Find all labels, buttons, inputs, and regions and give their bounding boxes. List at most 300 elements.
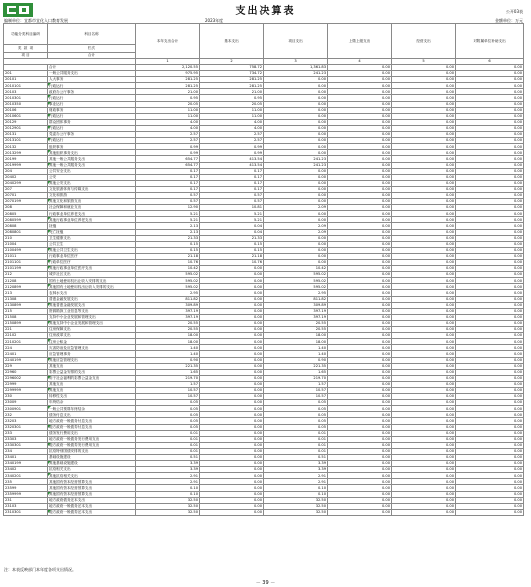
cell-value: 0.10: [264, 485, 328, 491]
cell-value: 0.00: [392, 394, 456, 400]
cell-value: 0.10: [136, 485, 200, 491]
cell-value: 0.00: [328, 192, 392, 198]
cell-value: 0.17: [200, 168, 264, 174]
cell-value: 1.57: [264, 381, 328, 387]
cell-value: 0.00: [456, 467, 524, 473]
cell-marker-icon: [48, 425, 51, 428]
cell-value: 0.00: [392, 132, 456, 138]
cell-value: 0.00: [392, 174, 456, 180]
row-code: 2100499: [4, 247, 48, 253]
row-code: 2240199: [4, 357, 48, 363]
cell-value: 0.00: [200, 412, 264, 418]
cell-value: 0.00: [328, 89, 392, 95]
cell-value: 0.00: [328, 308, 392, 314]
row-code: 215: [4, 308, 48, 314]
cell-value: 0.00: [392, 296, 456, 302]
page-number: － 39 －: [255, 580, 276, 586]
cell-value: 0.00: [392, 418, 456, 424]
cell-value: 0.00: [392, 375, 456, 381]
row-name-text: 用于社会福利的彩票公益金支出: [49, 376, 100, 381]
cell-value: 0.00: [200, 424, 264, 430]
cell-value: 0.00: [392, 89, 456, 95]
expenditure-table: [3, 23, 524, 516]
row-code: 229: [4, 363, 48, 369]
row-name-text: 其他公共卫生支出: [49, 248, 78, 253]
cell-value: 10.57: [264, 394, 328, 400]
cell-value: 0.57: [200, 192, 264, 198]
cell-marker-icon: [48, 199, 51, 202]
cell-value: 0.00: [456, 83, 524, 89]
cell-value: 397.19: [264, 308, 328, 314]
cell-value: 0.05: [136, 418, 200, 424]
cell-value: 0.00: [328, 186, 392, 192]
cell-marker-icon: [48, 181, 51, 184]
cell-value: 0.00: [392, 357, 456, 363]
cell-value: 0.00: [264, 89, 328, 95]
row-code: 23402: [4, 467, 48, 473]
header-col-3: 项目支出: [264, 24, 328, 59]
cell-value: 0.00: [456, 211, 524, 217]
cell-value: 0.01: [136, 430, 200, 436]
cell-value: 0.00: [392, 333, 456, 339]
cell-value: 0.00: [392, 509, 456, 515]
cell-value: 10.81: [200, 205, 264, 211]
cell-value: 21.33: [200, 235, 264, 241]
row-code: 233: [4, 430, 48, 436]
cell-value: 0.00: [392, 156, 456, 162]
cell-value: 0.00: [392, 448, 456, 454]
cell-value: 0.00: [328, 436, 392, 442]
cell-value: 0.00: [392, 65, 456, 71]
cell-value: 0.00: [392, 229, 456, 235]
header-row-no: 栏次: [48, 45, 136, 53]
row-name-text: 其他支持中小企业发展和管理支出: [49, 321, 103, 326]
cell-value: 0.00: [328, 162, 392, 168]
cell-value: 0.00: [328, 473, 392, 479]
cell-value: 0.00: [328, 387, 392, 393]
row-name-text: 支持中小企业发展和管理支出: [49, 315, 96, 320]
cell-value: 0.00: [328, 369, 392, 375]
cell-value: 0.00: [264, 138, 328, 144]
cell-value: 32.50: [136, 503, 200, 509]
row-name-text: 抗疫相关支出: [49, 467, 71, 472]
cell-value: 595.02: [264, 272, 328, 278]
cell-value: 0.00: [200, 284, 264, 290]
cell-value: 10.42: [264, 266, 328, 272]
cell-value: 21.33: [136, 235, 200, 241]
cell-value: 397.19: [264, 314, 328, 320]
cell-value: 0.00: [328, 394, 392, 400]
cell-value: 0.00: [456, 491, 524, 497]
cell-value: 0.15: [136, 247, 200, 253]
cell-value: 0.00: [392, 430, 456, 436]
cell-value: 0.00: [328, 320, 392, 326]
cell-value: 0.00: [328, 199, 392, 205]
cell-value: 0.00: [328, 351, 392, 357]
cell-value: 0.00: [456, 174, 524, 180]
cell-value: 0.00: [328, 260, 392, 266]
cell-value: 5.21: [200, 217, 264, 223]
cell-value: 4.00: [136, 125, 200, 131]
cell-value: 0.00: [200, 290, 264, 296]
row-name-text: 公共卫生: [49, 242, 64, 247]
row-name-text: 其他公安支出: [49, 181, 71, 186]
cell-value: 397.19: [136, 308, 200, 314]
cell-value: 0.00: [328, 345, 392, 351]
row-code: 20101: [4, 77, 48, 83]
row-code: 23599: [4, 485, 48, 491]
row-code: 2101199: [4, 266, 48, 272]
cell-value: 0.00: [200, 320, 264, 326]
cell-value: 0.00: [456, 65, 524, 71]
cell-value: 11.00: [136, 107, 200, 113]
header-col-5: 经营支出: [392, 24, 456, 59]
cell-value: 0.00: [456, 138, 524, 144]
cell-value: 1.65: [264, 369, 328, 375]
row-code: 2296002: [4, 375, 48, 381]
cell-value: 1.40: [136, 351, 200, 357]
row-code: 2040299: [4, 180, 48, 186]
cell-value: 0.00: [264, 144, 328, 150]
cell-value: 21.18: [200, 253, 264, 259]
cell-value: 0.00: [456, 503, 524, 509]
cell-value: 0.00: [264, 192, 328, 198]
cell-value: 20.55: [136, 320, 200, 326]
cell-value: 0.00: [200, 266, 264, 272]
cell-value: 0.00: [328, 412, 392, 418]
row-code: 20132: [4, 144, 48, 150]
row-name-text: 债务发行费用支出: [49, 430, 78, 435]
table-row: [4, 509, 524, 515]
cell-value: 0.00: [456, 400, 524, 406]
row-code: 20129: [4, 119, 48, 125]
row-name-text: 农林水支出: [49, 290, 67, 295]
cell-value: 0.00: [392, 436, 456, 442]
cell-value: 0.00: [456, 132, 524, 138]
cell-value: 0.00: [392, 144, 456, 150]
row-code: 2012901: [4, 125, 48, 131]
cell-marker-icon: [48, 114, 51, 117]
row-name-text: 政府办公厅事务: [49, 89, 75, 94]
row-name-text: 组织事务: [49, 144, 64, 149]
row-name-text: 行政运行: [49, 95, 64, 100]
cell-value: 0.00: [392, 95, 456, 101]
cell-marker-icon: [48, 230, 51, 233]
row-name-text: 抗疫特别国债安排的支出: [49, 449, 89, 454]
row-code: 2080801: [4, 229, 48, 235]
cell-value: 0.00: [200, 351, 264, 357]
cell-value: 2.95: [136, 290, 200, 296]
row-code: 20103: [4, 89, 48, 95]
row-name-text: 其他国有土地使用权出让收入安排的支出: [49, 284, 114, 289]
cell-value: 0.00: [456, 180, 524, 186]
cell-value: 811.82: [136, 296, 200, 302]
row-code: 2300901: [4, 406, 48, 412]
cell-marker-icon: [48, 461, 51, 464]
row-name-text: 基础设施建设: [49, 455, 71, 460]
cell-value: 0.00: [392, 424, 456, 430]
cell-value: 0.00: [328, 125, 392, 131]
row-code: 2120899: [4, 284, 48, 290]
cell-value: 595.02: [136, 284, 200, 290]
cell-value: 281.25: [200, 83, 264, 89]
cell-value: 18.00: [136, 339, 200, 345]
cell-marker-icon: [48, 388, 51, 391]
row-code: 213: [4, 290, 48, 296]
cell-value: 0.00: [392, 363, 456, 369]
cell-value: 0.00: [456, 357, 524, 363]
header-col-1: 本年支出合计: [136, 24, 200, 59]
cell-value: 0.00: [328, 497, 392, 503]
col-num-4: 4: [328, 59, 392, 65]
cell-value: 0.17: [136, 174, 200, 180]
cell-value: 10.76: [200, 260, 264, 266]
row-name-text: 其他普惠金融发展支出: [49, 302, 85, 307]
cell-value: 0.00: [392, 119, 456, 125]
cell-value: 0.00: [392, 327, 456, 333]
cell-value: 11.00: [136, 113, 200, 119]
cell-value: 309.89: [264, 302, 328, 308]
cell-value: 0.00: [392, 497, 456, 503]
cell-value: 0.00: [392, 485, 456, 491]
cell-value: 0.00: [392, 192, 456, 198]
cell-value: 0.17: [200, 180, 264, 186]
row-code: 2010350: [4, 101, 48, 107]
cell-value: 2.91: [136, 479, 200, 485]
cell-value: 5.21: [136, 211, 200, 217]
cell-value: 0.05: [264, 424, 328, 430]
cell-value: 1,361.83: [264, 65, 328, 71]
cell-value: 32.50: [264, 509, 328, 515]
cell-value: 0.00: [456, 168, 524, 174]
cell-value: 0.00: [328, 278, 392, 284]
page-title: 支出决算表: [235, 6, 296, 17]
row-name-text: 其他抗疫相关支出: [49, 473, 78, 478]
cell-value: 0.00: [200, 381, 264, 387]
cell-value: 0.00: [392, 199, 456, 205]
cell-value: 0.00: [328, 333, 392, 339]
cell-value: 241.23: [264, 162, 328, 168]
cell-value: 0.00: [200, 430, 264, 436]
row-name-text: 一般公共服务支出: [49, 71, 78, 76]
row-name-text: 其他行政事业单位医疗支出: [49, 266, 93, 271]
cell-value: 2.91: [136, 473, 200, 479]
cell-value: 0.00: [264, 83, 328, 89]
cell-value: 0.00: [200, 467, 264, 473]
row-code: 230: [4, 394, 48, 400]
cell-value: 0.99: [136, 150, 200, 156]
cell-value: 18.00: [264, 333, 328, 339]
cell-value: 0.00: [264, 260, 328, 266]
cell-marker-icon: [48, 510, 51, 513]
row-name-text: 事业运行: [49, 101, 64, 106]
cell-value: 2.95: [264, 290, 328, 296]
cell-value: 2.09: [264, 205, 328, 211]
cell-value: 734.72: [200, 71, 264, 77]
cell-value: 2.13: [136, 229, 200, 235]
cell-value: 2,120.55: [136, 65, 200, 71]
cell-value: 0.00: [328, 119, 392, 125]
cell-value: 0.90: [264, 357, 328, 363]
cell-value: 0.00: [456, 418, 524, 424]
cell-value: 0.00: [392, 168, 456, 174]
cell-value: 10.76: [136, 260, 200, 266]
cell-value: 1.40: [264, 351, 328, 357]
row-code: 2070199: [4, 199, 48, 205]
cell-value: 654.77: [136, 162, 200, 168]
row-code: 23303: [4, 436, 48, 442]
row-code: 20402: [4, 174, 48, 180]
row-name-text: 转移性支出: [49, 394, 67, 399]
cell-value: 654.77: [136, 156, 200, 162]
row-name-text: 地方政府一般债券付息支出: [49, 424, 93, 429]
unit-label: 编制单位：宜都市宜化入口教育发展: [4, 18, 68, 23]
cell-value: 2.57: [136, 138, 200, 144]
cell-value: 10.57: [136, 387, 200, 393]
row-name-text: 行政运行: [49, 83, 64, 88]
row-name-text: 其他一般公共服务支出: [49, 156, 85, 161]
cell-value: 241.23: [264, 71, 328, 77]
row-code: 201: [4, 71, 48, 77]
row-code: 212: [4, 272, 48, 278]
row-name-text: 年终结余: [49, 400, 64, 405]
cell-value: 0.00: [328, 357, 392, 363]
cell-value: 0.00: [392, 241, 456, 247]
cell-value: 0.00: [328, 290, 392, 296]
cell-value: 0.00: [456, 455, 524, 461]
row-code: 2150899: [4, 320, 48, 326]
cell-value: 0.00: [456, 339, 524, 345]
row-name-text: 文化旅游体育与传媒支出: [49, 187, 89, 192]
cell-value: 0.00: [392, 308, 456, 314]
cell-value: 0.00: [200, 272, 264, 278]
cell-value: 0.00: [264, 119, 328, 125]
cell-value: 0.00: [456, 113, 524, 119]
row-code: 2330301: [4, 442, 48, 448]
row-code: 2210201: [4, 339, 48, 345]
cell-marker-icon: [48, 473, 51, 476]
cell-value: 0.10: [136, 491, 200, 497]
cell-value: 0.00: [456, 156, 524, 162]
cell-value: 2.57: [136, 132, 200, 138]
cell-value: 0.00: [456, 394, 524, 400]
cell-value: 219.70: [136, 375, 200, 381]
row-code: 2310301: [4, 509, 48, 515]
cell-value: 0.00: [392, 400, 456, 406]
row-name-text: 其他行政事业单位养老支出: [49, 217, 93, 222]
cell-value: 32.50: [136, 497, 200, 503]
cell-value: 0.17: [200, 174, 264, 180]
cell-value: 0.00: [264, 132, 328, 138]
cell-value: 0.00: [200, 442, 264, 448]
cell-value: 0.00: [328, 467, 392, 473]
cell-value: 1.57: [136, 381, 200, 387]
cell-value: 0.00: [264, 211, 328, 217]
cell-value: 0.00: [392, 406, 456, 412]
cell-value: 20.55: [264, 327, 328, 333]
cell-value: 0.00: [456, 381, 524, 387]
cell-value: 0.57: [136, 199, 200, 205]
cell-value: 0.01: [136, 436, 200, 442]
row-name-text: 公安: [49, 174, 57, 179]
cell-value: 0.00: [392, 369, 456, 375]
cell-value: 219.70: [264, 375, 328, 381]
cell-value: 0.00: [200, 387, 264, 393]
cell-value: 0.00: [456, 247, 524, 253]
cell-marker-icon: [48, 83, 51, 86]
row-name-text: 死亡抚恤: [49, 229, 64, 234]
cell-value: 241.23: [264, 156, 328, 162]
row-code: 23009: [4, 400, 48, 406]
cell-value: 0.00: [456, 320, 524, 326]
cell-value: 0.00: [392, 461, 456, 467]
row-code: 20808: [4, 223, 48, 229]
cell-value: 0.00: [200, 485, 264, 491]
row-name-text: 地方政府一般债务还本支出: [49, 504, 93, 509]
cell-value: 0.57: [136, 192, 200, 198]
row-code: 221: [4, 327, 48, 333]
cell-value: 0.00: [328, 132, 392, 138]
row-code: 22102: [4, 333, 48, 339]
cell-value: 0.00: [456, 333, 524, 339]
cell-value: 0.15: [200, 241, 264, 247]
cell-value: 11.00: [200, 113, 264, 119]
cell-value: 0.05: [264, 418, 328, 424]
cell-value: 0.00: [200, 345, 264, 351]
row-code: 22401: [4, 351, 48, 357]
cell-value: 20.55: [136, 327, 200, 333]
row-code: 23401: [4, 455, 48, 461]
cell-value: 0.00: [456, 101, 524, 107]
cell-value: 0.17: [200, 186, 264, 192]
row-code: 2359999: [4, 491, 48, 497]
row-name-text: 行政单位医疗: [49, 260, 71, 265]
row-code: 21004: [4, 241, 48, 247]
row-name-text: 行政运行: [49, 114, 64, 119]
cell-value: 0.00: [264, 125, 328, 131]
cell-value: 0.00: [200, 314, 264, 320]
row-code: 23203: [4, 418, 48, 424]
row-name-text: 卫生健康支出: [49, 235, 71, 240]
col-num-6: 6: [456, 59, 524, 65]
cell-value: 0.00: [392, 235, 456, 241]
row-code: 2320301: [4, 424, 48, 430]
cell-value: 0.00: [328, 339, 392, 345]
cell-value: 0.00: [328, 65, 392, 71]
cell-value: 758.72: [200, 65, 264, 71]
cell-value: 0.00: [392, 381, 456, 387]
cell-value: 2.57: [200, 138, 264, 144]
row-name-text: 行政事业单位养老支出: [49, 211, 85, 216]
cell-value: 0.00: [456, 253, 524, 259]
cell-value: 0.00: [392, 339, 456, 345]
row-name-text: 其他文化和旅游支出: [49, 199, 82, 204]
cell-value: 0.00: [328, 302, 392, 308]
cell-value: 3.39: [136, 461, 200, 467]
row-code: 224: [4, 345, 48, 351]
cell-value: 0.00: [328, 491, 392, 497]
row-code: 2019999: [4, 162, 48, 168]
cell-value: 0.00: [392, 223, 456, 229]
cell-value: 0.00: [392, 345, 456, 351]
cell-value: 0.00: [264, 241, 328, 247]
col-num-1: 1: [136, 59, 200, 65]
cell-value: 18.00: [264, 339, 328, 345]
header-group-name: 项 目: [4, 53, 48, 59]
cell-value: 1.40: [264, 345, 328, 351]
cell-value: 0.00: [328, 430, 392, 436]
cell-value: 0.00: [200, 302, 264, 308]
